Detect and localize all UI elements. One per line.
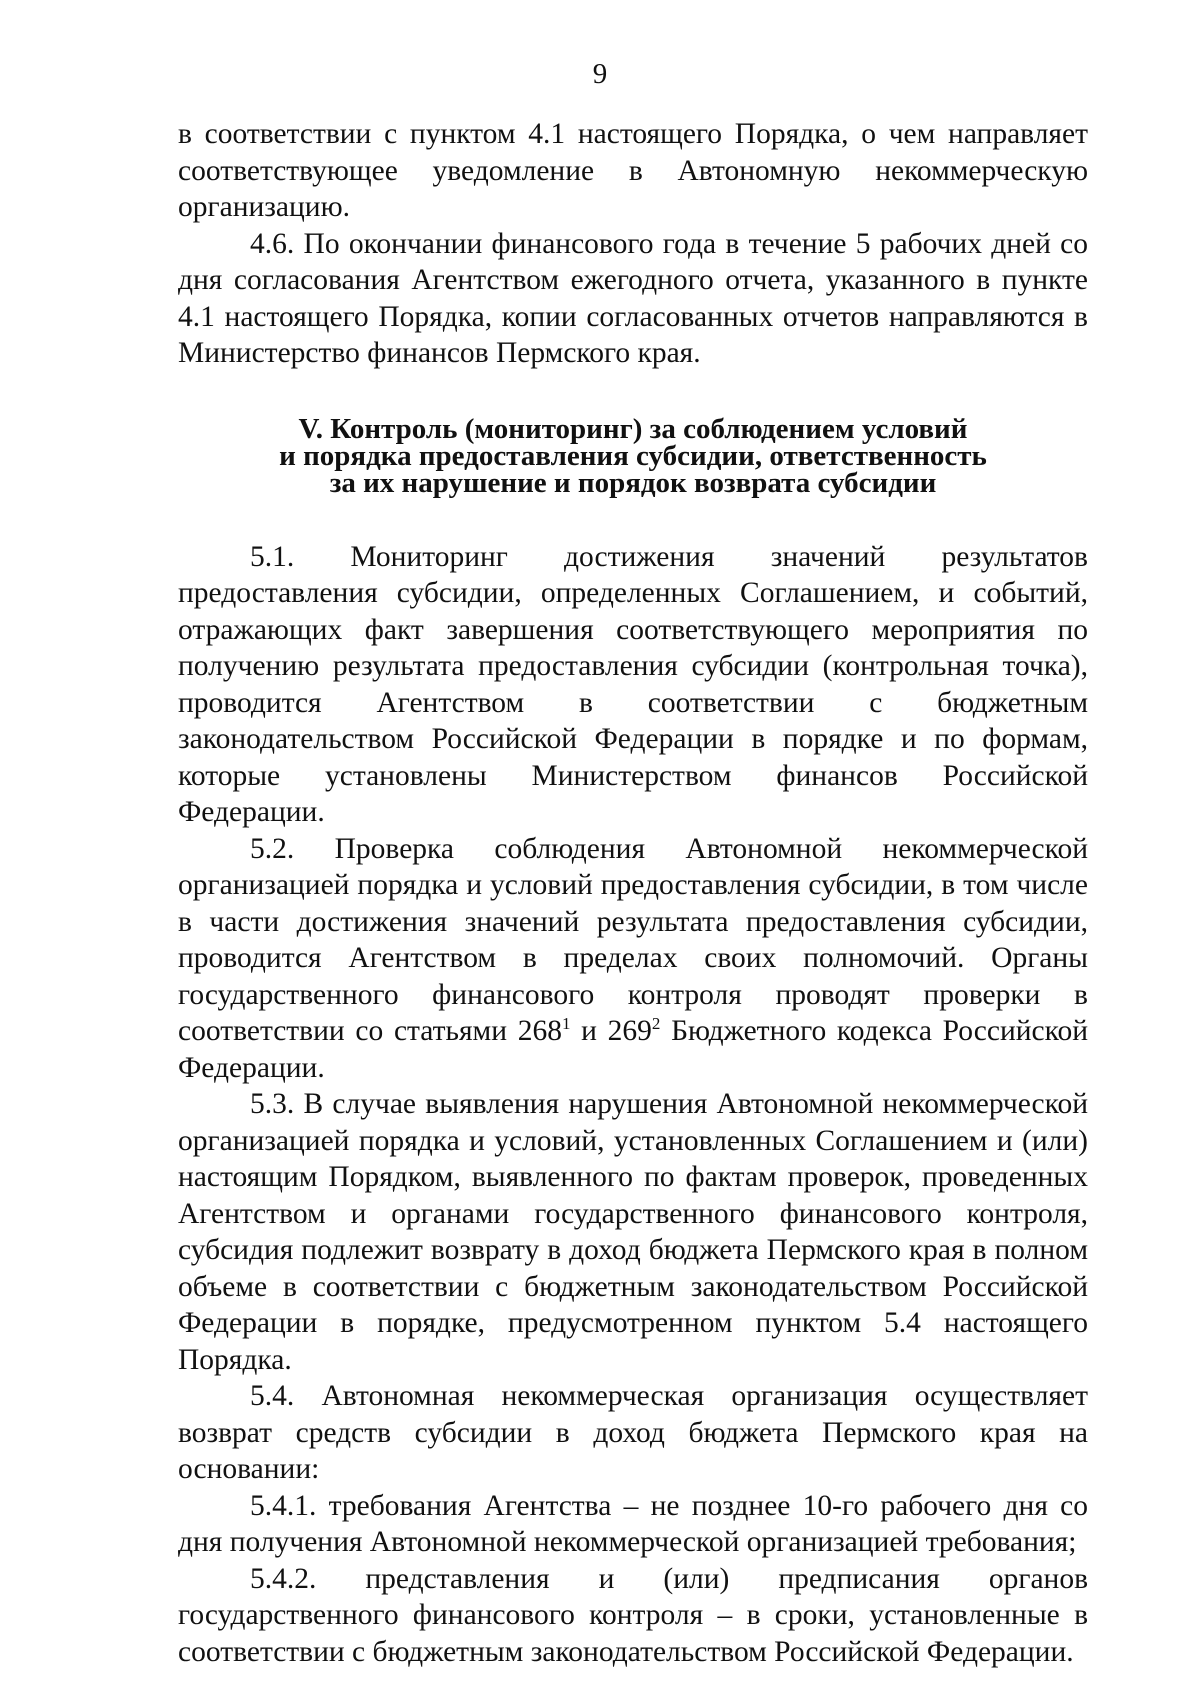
paragraph-5-1: 5.1. Мониторинг достижения значений результатов предоставления субсидии, определенных Соглашением, и событий, отражающих факт завершения соответствующего мероприятия по получению результата предоставления субсидии (контрольная точка), проводится Агентством в соответствии с бюджетным законодательством Российской Федерации в порядке и по формам, которые установлены Министерством финансов Российской Федерации. bbox=[178, 540, 1088, 828]
section-heading-line: за их нарушение и порядок возврата субсидии bbox=[329, 466, 937, 499]
page-number: 9 bbox=[592, 58, 608, 90]
document-body bbox=[178, 116, 1088, 1670]
section-heading-line: V. Контроль (мониторинг) за соблюдением условий bbox=[298, 412, 968, 445]
section-heading-line: и порядка предоставления субсидии, ответственность bbox=[279, 439, 987, 472]
paragraph-5-2-text: и 269 bbox=[570, 1015, 652, 1047]
paragraph-4-6: 4.6. По окончании финансового года в течение 5 рабочих дней со дня согласования Агентством ежегодного отчета, указанного в пункте 4.1 настоящего Порядка, копии согласованных отчетов направляются в Министерство финансов Пермского края. bbox=[178, 227, 1088, 369]
paragraph-5-3: 5.3. В случае выявления нарушения Автономной некоммерческой организацией порядка и условий, установленных Соглашением и (или) настоящим Порядком, выявленного по фактам проверок, проведенных Агентством и органами государственного финансового контроля, субсидия подлежит возврату в доход бюджета Пермского края в полном объеме в соответствии с бюджетным законодательством Российской Федерации в порядке, предусмотренном пунктом 5.4 настоящего Порядка. bbox=[178, 1088, 1088, 1376]
paragraph-5-2-text: Бюджетного кодекса Российской Федерации. bbox=[178, 1015, 1089, 1084]
paragraph-continuation: в соответствии с пунктом 4.1 настоящего Порядка, о чем направляет соответствующее уведомление в Автономную некоммерческую организацию. bbox=[178, 118, 1088, 223]
paragraph-5-2-text: 5.2. Проверка соблюдения Автономной некоммерческой организацией порядка и условий предоставления субсидии, в том числе в части достижения значений результата предоставления субсидии, проводится Агентством в пределах своих полномочий. Органы государственного финансового контроля проводят проверки в соответствии со статьями 268 bbox=[178, 832, 1088, 1047]
superscript: 1 bbox=[561, 1014, 571, 1034]
section-heading bbox=[178, 412, 1088, 499]
paragraph-5-4-1: 5.4.1. требования Агентства – не позднее 10-го рабочего дня со дня получения Автономной некоммерческой организацией требования; bbox=[178, 1489, 1088, 1558]
paragraph-5-2 bbox=[178, 831, 1088, 1087]
superscript: 2 bbox=[651, 1014, 661, 1034]
paragraph-5-4-2: 5.4.2. представления и (или) предписания органов государственного финансового контроля – в сроки, установленные в соответствии с бюджетным законодательством Российской Федерации. bbox=[178, 1562, 1088, 1668]
paragraph-5-4: 5.4. Автономная некоммерческая организация осуществляет возврат средств субсидии в доход бюджета Пермского края на основании: bbox=[178, 1380, 1088, 1485]
